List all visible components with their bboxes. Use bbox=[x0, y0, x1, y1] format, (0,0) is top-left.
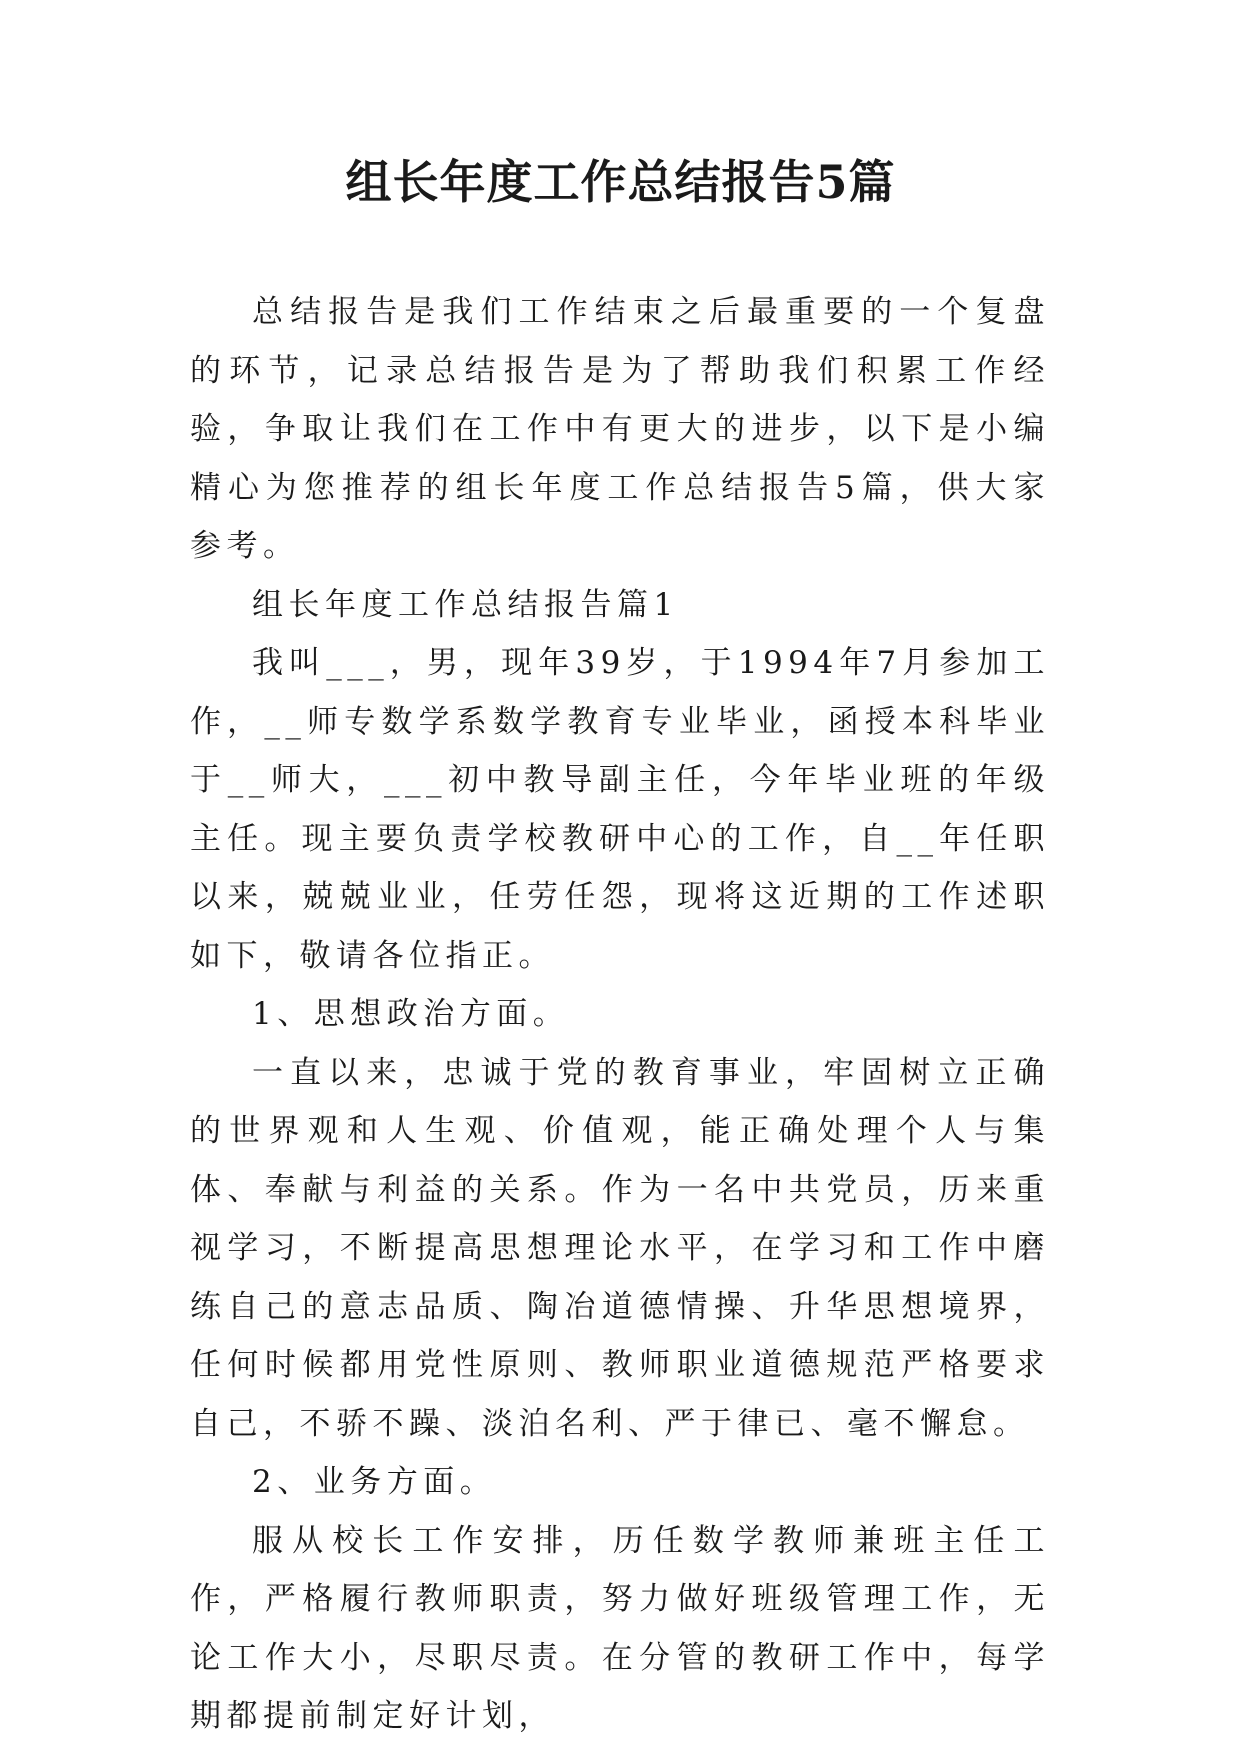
professional-work-paragraph: 服从校长工作安排，历任数学教师兼班主任工作，严格履行教师职责，努力做好班级管理工作，无论工作大小，尽职尽责。在分管的教研工作中，每学期都提前制定好计划， bbox=[190, 1522, 1050, 1734]
section-heading-part1: 组长年度工作总结报告篇1 bbox=[252, 586, 679, 623]
political-thought-paragraph: 一直以来，忠诚于党的教育事业，牢固树立正确的世界观和人生观、价值观，能正确处理个人与集体、奉献与利益的关系。作为一名中共党员，历来重视学习，不断提高思想理论水平，在学习和工作中磨练自己的意志品质、陶冶道德情操、升华思想境界，任何时候都用党性原则、教师职业道德规范严格要求自己，不骄不躁、淡泊名利、严于律已、毫不懈怠。 bbox=[190, 1054, 1050, 1442]
subheading-professional-work: 2、业务方面。 bbox=[252, 1464, 497, 1500]
subheading-political-thought: 1、思想政治方面。 bbox=[252, 996, 570, 1032]
intro-paragraph: 总结报告是我们工作结束之后最重要的一个复盘的环节，记录总结报告是为了帮助我们积累工作经验，争取让我们在工作中有更大的进步，以下是小编精心为您推荐的组长年度工作总结报告5篇，供大家参考。 bbox=[190, 294, 1050, 564]
document-body bbox=[190, 283, 1050, 1746]
self-introduction-paragraph: 我叫___，男，现年39岁，于1994年7月参加工作，__师专数学系数学教育专业毕业，函授本科毕业于__师大，___初中教导副主任，今年毕业班的年级主任。现主要负责学校教研中心的工作，自__年任职以来，兢兢业业，任劳任怨，现将这近期的工作述职如下，敬请各位指正。 bbox=[190, 645, 1050, 974]
document-title: 组长年度工作总结报告5篇 bbox=[345, 155, 896, 209]
